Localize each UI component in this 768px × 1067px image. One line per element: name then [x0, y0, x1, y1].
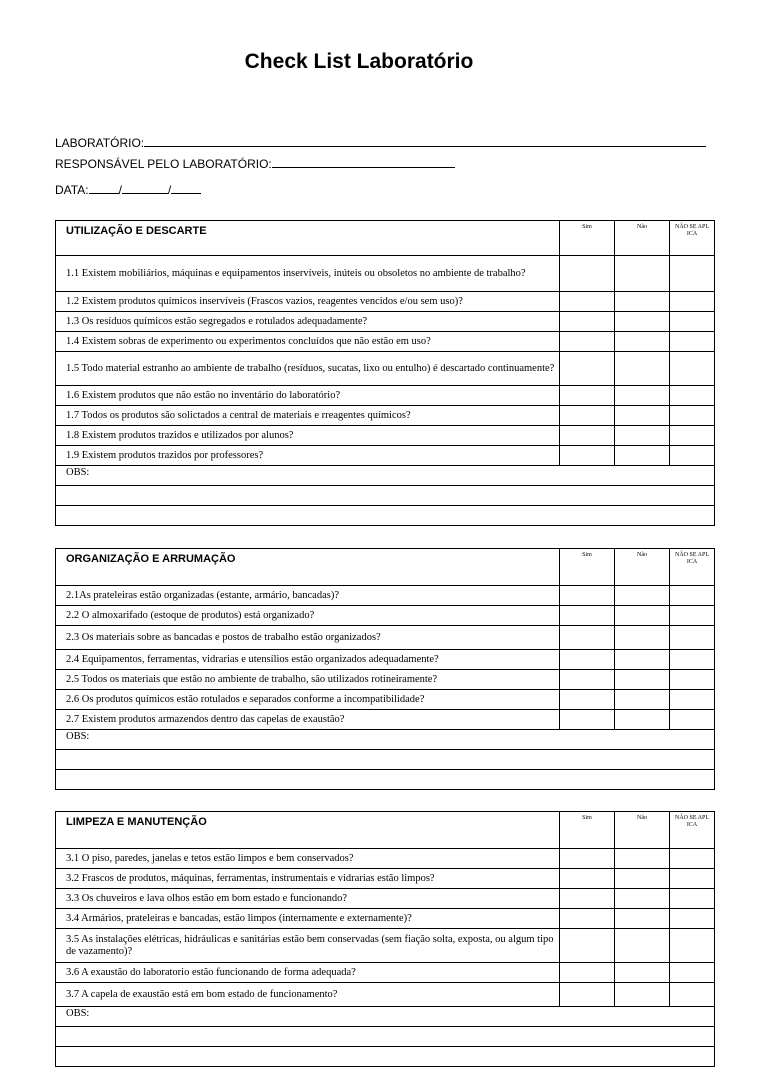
checklist-row	[56, 586, 715, 606]
checklist-row	[56, 256, 715, 292]
section-heading: ORGANIZAÇÃO E ARRUMAÇÃO	[56, 549, 560, 586]
answer-cell-nao-se-aplica[interactable]	[670, 650, 715, 670]
checklist-question: 3.1 O piso, paredes, janelas e tetos estão limpos e bem conservados?	[56, 849, 560, 869]
answer-cell-nao-se-aplica[interactable]	[670, 849, 715, 869]
page-title: Check List Laboratório	[244, 50, 474, 73]
checklist-section-table	[55, 220, 715, 526]
checklist-row	[56, 929, 715, 963]
data-field	[55, 183, 201, 197]
answer-cell-sim[interactable]	[560, 426, 615, 446]
column-header-nao: Não	[615, 221, 670, 256]
answer-cell-nao[interactable]	[615, 586, 670, 606]
obs-line[interactable]	[56, 750, 715, 770]
checklist-question: 2.4 Equipamentos, ferramentas, vidrarias e utensílios estão organizados adequadamente?	[56, 650, 560, 670]
answer-cell-sim[interactable]	[560, 386, 615, 406]
answer-cell-nao-se-aplica[interactable]	[670, 929, 715, 963]
answer-cell-nao-se-aplica[interactable]	[670, 710, 715, 730]
column-header-nao-se-aplica: NÃO SE APL ICA	[670, 221, 715, 256]
checklist-question: 1.6 Existem produtos que não estão no inventário do laboratório?	[56, 386, 560, 406]
answer-cell-sim[interactable]	[560, 606, 615, 626]
checklist-question: 2.7 Existem produtos armazendos dentro das capelas de exaustão?	[56, 710, 560, 730]
checklist-row	[56, 292, 715, 312]
obs-line[interactable]	[56, 486, 715, 506]
answer-cell-nao[interactable]	[615, 332, 670, 352]
answer-cell-sim[interactable]	[560, 292, 615, 312]
answer-cell-nao[interactable]	[615, 909, 670, 929]
checklist-row	[56, 386, 715, 406]
obs-label[interactable]: OBS:	[56, 730, 715, 750]
checklist-row	[56, 690, 715, 710]
checklist-row	[56, 352, 715, 386]
checklist-row	[56, 670, 715, 690]
answer-cell-nao[interactable]	[615, 670, 670, 690]
laboratorio-label: LABORATÓRIO:	[55, 136, 145, 150]
column-header-sim: Sim	[560, 812, 615, 849]
checklist-row	[56, 909, 715, 929]
answer-cell-nao-se-aplica[interactable]	[670, 386, 715, 406]
answer-cell-nao[interactable]	[615, 292, 670, 312]
answer-cell-sim[interactable]	[560, 352, 615, 386]
answer-cell-nao-se-aplica[interactable]	[670, 670, 715, 690]
checklist-question: 2.5 Todos os materiais que estão no ambiente de trabalho, são utilizados rotineiramente?	[56, 670, 560, 690]
responsavel-input-line[interactable]	[272, 157, 455, 168]
column-header-sim: Sim	[560, 221, 615, 256]
checklist-question: 1.7 Todos os produtos são solictados a central de materiais e rreagentes químicos?	[56, 406, 560, 426]
answer-cell-nao-se-aplica[interactable]	[670, 586, 715, 606]
answer-cell-nao[interactable]	[615, 626, 670, 650]
checklist-question: 1.3 Os resíduos químicos estão segregados e rotulados adequadamente?	[56, 312, 560, 332]
checklist-question: 1.9 Existem produtos trazidos por professores?	[56, 446, 560, 466]
answer-cell-nao[interactable]	[615, 690, 670, 710]
checklist-question: 3.6 A exaustão do laboratorio estão funcionando de forma adequada?	[56, 963, 560, 983]
answer-cell-nao[interactable]	[615, 963, 670, 983]
section-heading: LIMPEZA E MANUTENÇÃO	[56, 812, 560, 849]
answer-cell-nao[interactable]	[615, 650, 670, 670]
checklist-question: 2.1As prateleiras estão organizadas (estante, armário, bancadas)?	[56, 586, 560, 606]
checklist-question: 3.3 Os chuveiros e lava olhos estão em bom estado e funcionando?	[56, 889, 560, 909]
column-header-nao: Não	[615, 812, 670, 849]
column-header-nao-se-aplica: NÃO SE APL ICA	[670, 549, 715, 586]
answer-cell-sim[interactable]	[560, 312, 615, 332]
checklist-question: 3.7 A capela de exaustão está em bom estado de funcionamento?	[56, 983, 560, 1007]
data-separator: /	[167, 183, 172, 197]
checklist-section-table	[55, 548, 715, 790]
answer-cell-nao-se-aplica[interactable]	[670, 983, 715, 1007]
answer-cell-sim[interactable]	[560, 256, 615, 292]
checklist-question: 3.5 As instalações elétricas, hidráulicas e sanitárias estão bem conservadas (sem fiação solta, exposta, ou algum tipo de vazamento)?	[56, 929, 560, 963]
checklist-row	[56, 332, 715, 352]
answer-cell-nao-se-aplica[interactable]	[670, 352, 715, 386]
answer-cell-nao[interactable]	[615, 710, 670, 730]
answer-cell-nao[interactable]	[615, 352, 670, 386]
answer-cell-nao[interactable]	[615, 256, 670, 292]
checklist-row	[56, 650, 715, 670]
answer-cell-nao[interactable]	[615, 849, 670, 869]
obs-line[interactable]	[56, 1027, 715, 1047]
answer-cell-sim[interactable]	[560, 869, 615, 889]
answer-cell-nao-se-aplica[interactable]	[670, 406, 715, 426]
checklist-row	[56, 983, 715, 1007]
answer-cell-nao[interactable]	[615, 983, 670, 1007]
column-header-nao-se-aplica: NÃO SE APL ICA	[670, 812, 715, 849]
checklist-row	[56, 889, 715, 909]
checklist-row	[56, 963, 715, 983]
answer-cell-sim[interactable]	[560, 406, 615, 426]
answer-cell-nao[interactable]	[615, 606, 670, 626]
answer-cell-sim[interactable]	[560, 909, 615, 929]
data-year-line[interactable]	[171, 183, 201, 194]
obs-label[interactable]: OBS:	[56, 1007, 715, 1027]
answer-cell-nao-se-aplica[interactable]	[670, 256, 715, 292]
data-separator: /	[118, 183, 122, 197]
checklist-row	[56, 406, 715, 426]
checklist-row	[56, 849, 715, 869]
answer-cell-sim[interactable]	[560, 626, 615, 650]
data-day-line[interactable]	[89, 183, 119, 194]
answer-cell-sim[interactable]	[560, 690, 615, 710]
answer-cell-nao-se-aplica[interactable]	[670, 626, 715, 650]
column-header-nao: Não	[615, 549, 670, 586]
answer-cell-sim[interactable]	[560, 849, 615, 869]
answer-cell-sim[interactable]	[560, 650, 615, 670]
obs-line[interactable]	[56, 1047, 715, 1067]
checklist-row	[56, 426, 715, 446]
answer-cell-nao[interactable]	[615, 889, 670, 909]
data-month-line[interactable]	[122, 183, 168, 194]
answer-cell-nao-se-aplica[interactable]	[670, 606, 715, 626]
answer-cell-sim[interactable]	[560, 963, 615, 983]
answer-cell-nao-se-aplica[interactable]	[670, 426, 715, 446]
answer-cell-nao-se-aplica[interactable]	[670, 963, 715, 983]
answer-cell-sim[interactable]	[560, 670, 615, 690]
responsavel-field	[55, 157, 455, 171]
answer-cell-sim[interactable]	[560, 983, 615, 1007]
answer-cell-nao[interactable]	[615, 312, 670, 332]
checklist-question: 3.4 Armários, prateleiras e bancadas, estão limpos (internamente e externamente)?	[56, 909, 560, 929]
checklist-question: 1.2 Existem produtos químicos inservíveis (Frascos vazios, reagentes vencidos e/ou sem uso)?	[56, 292, 560, 312]
checklist-row	[56, 869, 715, 889]
answer-cell-nao[interactable]	[615, 446, 670, 466]
answer-cell-nao-se-aplica[interactable]	[670, 332, 715, 352]
checklist-question: 3.2 Frascos de produtos, máquinas, ferramentas, instrumentais e vidrarias estão limpos?	[56, 869, 560, 889]
checklist-section-table	[55, 811, 715, 1067]
laboratorio-field	[55, 136, 706, 150]
answer-cell-nao-se-aplica[interactable]	[670, 869, 715, 889]
checklist-question: 1.5 Todo material estranho ao ambiente de trabalho (resíduos, sucatas, lixo ou entulho) é descartado continuamente?	[56, 352, 560, 386]
checklist-question: 2.6 Os produtos químicos estão rotulados e separados conforme a incompatibilidade?	[56, 690, 560, 710]
answer-cell-sim[interactable]	[560, 710, 615, 730]
answer-cell-sim[interactable]	[560, 586, 615, 606]
answer-cell-nao-se-aplica[interactable]	[670, 909, 715, 929]
checklist-question: 2.3 Os materiais sobre as bancadas e postos de trabalho estão organizados?	[56, 626, 560, 650]
answer-cell-nao-se-aplica[interactable]	[670, 312, 715, 332]
answer-cell-nao[interactable]	[615, 929, 670, 963]
answer-cell-sim[interactable]	[560, 929, 615, 963]
answer-cell-nao-se-aplica[interactable]	[670, 690, 715, 710]
answer-cell-nao[interactable]	[615, 386, 670, 406]
responsavel-label: RESPONSÁVEL PELO LABORATÓRIO:	[55, 157, 272, 171]
answer-cell-nao-se-aplica[interactable]	[670, 889, 715, 909]
obs-label[interactable]: OBS:	[56, 466, 715, 486]
checklist-question: 2.2 O almoxarifado (estoque de produtos) está organizado?	[56, 606, 560, 626]
obs-line[interactable]	[56, 770, 715, 790]
checklist-row	[56, 446, 715, 466]
column-header-sim: Sim	[560, 549, 615, 586]
answer-cell-nao[interactable]	[615, 426, 670, 446]
checklist-question: 1.1 Existem mobiliários, máquinas e equipamentos inservíveis, inúteis ou obsoletos no ambiente de trabalho?	[56, 256, 560, 292]
checklist-row	[56, 312, 715, 332]
answer-cell-sim[interactable]	[560, 332, 615, 352]
checklist-row	[56, 606, 715, 626]
checklist-question: 1.4 Existem sobras de experimento ou experimentos concluídos que não estão em uso?	[56, 332, 560, 352]
section-heading: UTILIZAÇÃO E DESCARTE	[56, 221, 560, 256]
answer-cell-nao-se-aplica[interactable]	[670, 446, 715, 466]
checklist-row	[56, 710, 715, 730]
checklist-question: 1.8 Existem produtos trazidos e utilizados por alunos?	[56, 426, 560, 446]
laboratorio-input-line[interactable]	[144, 136, 706, 147]
answer-cell-sim[interactable]	[560, 446, 615, 466]
answer-cell-nao-se-aplica[interactable]	[670, 292, 715, 312]
checklist-row	[56, 626, 715, 650]
answer-cell-sim[interactable]	[560, 889, 615, 909]
obs-line[interactable]	[56, 506, 715, 526]
answer-cell-nao[interactable]	[615, 406, 670, 426]
answer-cell-nao[interactable]	[615, 869, 670, 889]
data-label: DATA:	[55, 183, 89, 197]
